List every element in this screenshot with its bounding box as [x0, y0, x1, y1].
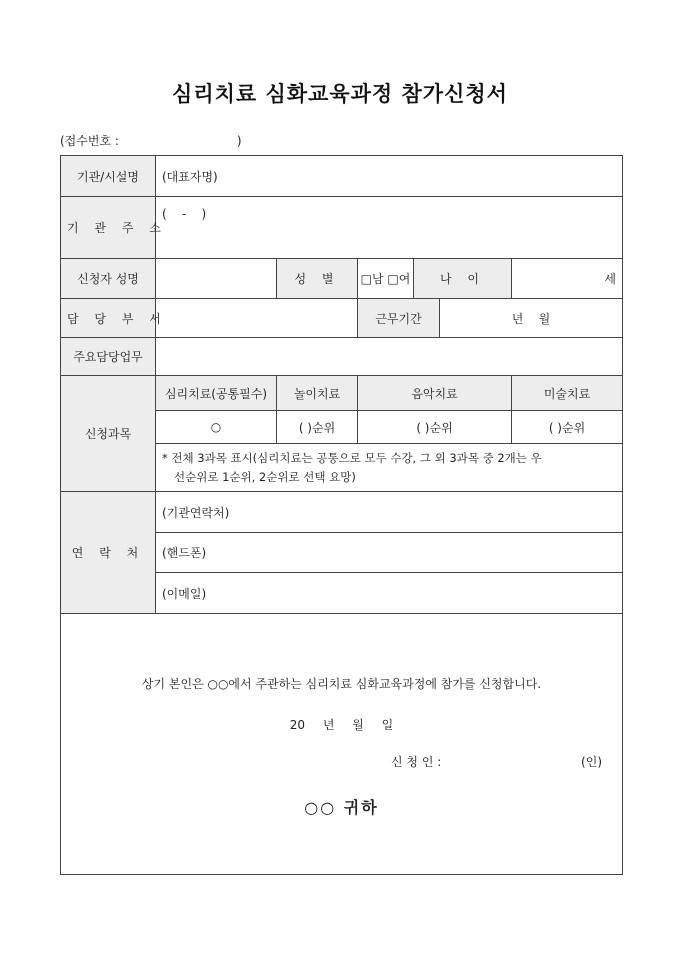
course-value-art-therapy[interactable]: ( )순위 [512, 411, 623, 444]
application-form-table [60, 155, 623, 875]
email-field[interactable]: (이메일) [156, 573, 623, 614]
addressee: ○○ 귀하 [304, 797, 379, 817]
course-note-line-1: * 전체 3과목 표시(심리치료는 공통으로 모두 수강, 그 외 3과목 중 2개는 우 [162, 450, 542, 465]
row-duty [61, 338, 623, 376]
institution-field[interactable]: (대표자명) [156, 156, 623, 197]
course-header-psychotherapy: 심리치료(공통필수) [156, 376, 277, 411]
course-value-music-therapy[interactable]: ( )순위 [358, 411, 512, 444]
mobile-phone-field[interactable]: (핸드폰) [156, 533, 623, 573]
gender-checkboxes[interactable]: □남 □여 [358, 259, 414, 299]
duty-field[interactable] [156, 338, 623, 376]
address-label: 기 관 주 소 [61, 197, 156, 259]
row-course-headers [61, 376, 623, 411]
contact-label: 연 락 처 [61, 492, 156, 614]
applicant-name-field[interactable] [156, 259, 277, 299]
row-address [61, 197, 623, 259]
seal-mark: (인) [581, 754, 603, 769]
receipt-number [60, 132, 242, 149]
institution-phone-field[interactable]: (기관연락처) [156, 492, 623, 533]
age-field[interactable]: 세 [512, 259, 623, 299]
address-field[interactable]: ( - ) [156, 197, 623, 259]
courses-label: 신청과목 [61, 376, 156, 492]
work-period-field[interactable]: 년 월 [440, 299, 623, 338]
duty-label: 주요담당업무 [61, 338, 156, 376]
declaration-date[interactable]: 20 년 월 일 [289, 717, 394, 732]
age-label: 나 이 [414, 259, 512, 299]
applicant-signature-label: 신 청 인 : [391, 754, 442, 769]
course-value-psychotherapy: ○ [156, 411, 277, 444]
row-department [61, 299, 623, 338]
department-field[interactable] [156, 299, 358, 338]
applicant-name-label: 신청자 성명 [61, 259, 156, 299]
declaration-section [61, 614, 623, 875]
course-header-music-therapy: 음악치료 [358, 376, 512, 411]
row-institution [61, 156, 623, 197]
row-applicant [61, 259, 623, 299]
row-declaration [61, 614, 623, 875]
institution-label: 기관/시설명 [61, 156, 156, 197]
row-contact-institution [61, 492, 623, 533]
course-selection-note [156, 444, 623, 492]
department-label: 담 당 부 서 [61, 299, 156, 338]
receipt-number-label: (접수번호 : [60, 134, 119, 148]
course-header-art-therapy: 미술치료 [512, 376, 623, 411]
form-title: 심리치료 심화교육과정 참가신청서 [172, 81, 508, 106]
course-value-play-therapy[interactable]: ( )순위 [277, 411, 358, 444]
work-period-label: 근무기간 [358, 299, 440, 338]
gender-label: 성 별 [277, 259, 358, 299]
course-note-line-2: 선순위로 1순위, 2순위로 선택 요망) [174, 469, 356, 484]
receipt-number-close: ) [236, 134, 242, 148]
course-header-play-therapy: 놀이치료 [277, 376, 358, 411]
declaration-statement: 상기 본인은 ○○에서 주관하는 심리치료 심화교육과정에 참가를 신청합니다. [141, 676, 542, 691]
